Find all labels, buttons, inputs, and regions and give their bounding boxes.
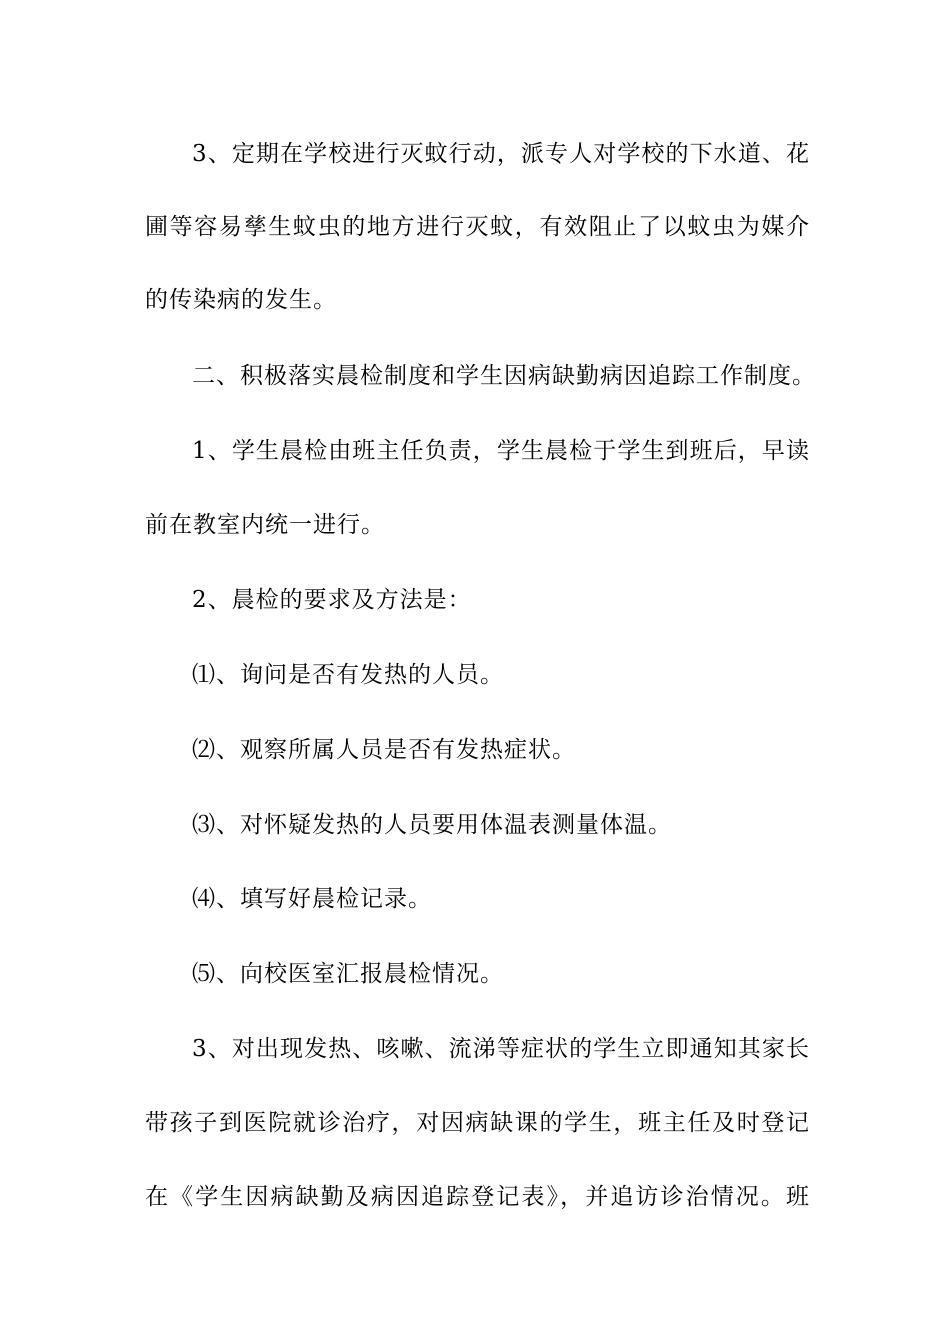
paragraph-line: 3、定期在学校进行灭蚊行动，派专人对学校的下水道、花 [192,141,810,167]
paragraph-line: 圃等容易孳生蚊虫的地方进行灭蚊，有效阻止了以蚊虫为媒介 [145,214,810,240]
paragraph-line: 的传染病的发生。 [145,287,337,313]
list-item: ⑴、询问是否有发热的人员。 [192,662,504,688]
paragraph-line: 2、晨检的要求及方法是： [192,587,472,613]
section-heading: 二、积极落实晨检制度和学生因病缺勤病因追踪工作制度。 [192,363,816,389]
list-item: ⑵、观察所属人员是否有发热症状。 [192,737,576,763]
paragraph-line: 在《学生因病缺勤及病因追踪登记表》，并追访诊治情况。班 [145,1184,810,1210]
list-item: ⑸、向校医室汇报晨检情况。 [192,961,504,987]
paragraph-line: 1、学生晨检由班主任负责，学生晨检于学生到班后，早读 [192,438,810,464]
paragraph-line: 带孩子到医院就诊治疗，对因病缺课的学生，班主任及时登记 [145,1110,810,1136]
paragraph-line: 前在教室内统一进行。 [145,512,385,538]
list-item: ⑶、对怀疑发热的人员要用体温表测量体温。 [192,812,672,838]
list-item: ⑷、填写好晨检记录。 [192,886,432,912]
paragraph-line: 3、对出现发热、咳嗽、流涕等症状的学生立即通知其家长 [192,1036,810,1062]
